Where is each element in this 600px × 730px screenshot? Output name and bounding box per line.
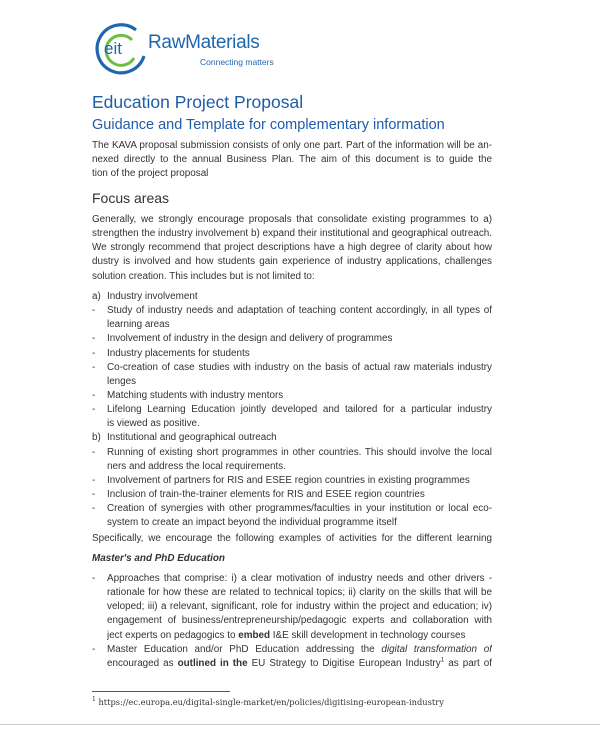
footnote-link[interactable]: https://ec.europa.eu/digital-single-market/en/policies/digitising-european-industry <box>98 697 444 707</box>
text-segment: embed <box>238 629 271 641</box>
text-segment: ject experts on pedagogics to <box>107 629 239 641</box>
svg-text:eit: eit <box>104 39 122 58</box>
eit-logo-mark <box>92 22 152 78</box>
list-item <box>92 389 492 403</box>
list-item <box>92 347 492 361</box>
text-line: is viewed as positive. <box>107 418 200 430</box>
text-line: Study of industry needs and adaptation of teaching content accordingly, in all types of <box>107 305 492 317</box>
text-segment: EU Strategy to Digitise European Industry <box>247 657 441 669</box>
list-item <box>92 403 492 431</box>
focus-paragraph <box>92 213 492 284</box>
page-edge <box>0 724 600 725</box>
text-line: Involvement of partners for RIS and ESEE region countries in existing programmes <box>107 474 470 486</box>
masters-list <box>92 572 492 671</box>
text-line: Lifelong Learning Education jointly developed and tailored for a particular industry <box>107 404 492 416</box>
text-line: nexed directly to the annual Business Plan. The aim of this document is to guide the <box>92 154 492 166</box>
list-item <box>92 304 492 332</box>
document-title: Education Project Proposal <box>92 92 304 112</box>
list-marker: b) <box>92 432 101 444</box>
list-item <box>92 502 492 530</box>
text-line: Specifically, we encourage the following examples of activities for the different learning <box>92 533 492 544</box>
text-line: Co-creation of case studies with industry on the basis of actual raw materials industry <box>107 361 492 373</box>
logo-name: RawMaterials <box>148 32 260 53</box>
text-line <box>107 657 492 671</box>
text-line: The KAVA proposal submission consists of only one part. Part of the information will be an- <box>92 140 492 151</box>
footnote-number: 1 <box>92 696 96 704</box>
text-segment: veloped; iii) a relevant, significant, role for industry within the project and education; iv) <box>107 601 492 613</box>
text-line <box>107 600 492 614</box>
text-line <box>107 572 492 586</box>
list-marker: - <box>92 643 96 655</box>
text-line: lenges <box>107 375 137 387</box>
text-segment: rationale for how these are related to technical topics; ii) clarity on the skills that will be <box>107 587 492 599</box>
text-line: Matching students with industry mentors <box>107 390 284 402</box>
focus-areas-heading: Focus areas <box>92 190 170 206</box>
text-line: tion of the project proposal <box>92 168 209 180</box>
text-line: Running of existing short programmes in other countries. This should involve the local <box>107 446 492 458</box>
list-marker: - <box>92 503 96 515</box>
text-segment: engagement of business/entrepreneurship/pedagogic experts and collaboration with <box>107 615 492 627</box>
list-item <box>92 431 492 445</box>
text-line <box>107 629 492 643</box>
list-item <box>92 474 492 488</box>
focus-list <box>92 290 492 531</box>
text-line: Involvement of industry in the design and delivery of programmes <box>107 333 393 345</box>
text-line: Generally, we strongly encourage proposals that consolidate existing programmes to a) <box>92 214 492 225</box>
text-line <box>107 614 492 628</box>
list-marker: - <box>92 347 96 359</box>
intro-paragraph <box>92 139 492 181</box>
text-line: dustry is involved and how students gain experience of industry applications, challenges <box>92 256 492 268</box>
masters-heading: Master's and PhD Education <box>92 553 225 564</box>
list-item <box>92 572 492 643</box>
text-line: solution creation. This includes but is not limited to: <box>92 270 315 282</box>
text-line: learning areas <box>107 319 170 331</box>
footnote-ref: 1 <box>440 656 445 664</box>
list-marker: - <box>92 573 96 584</box>
text-line: We strongly recommend that project descriptions have a high degree of clarity about how <box>92 242 492 254</box>
list-marker: - <box>92 489 96 501</box>
list-item <box>92 643 492 671</box>
list-marker: - <box>92 404 96 416</box>
list-marker: - <box>92 333 96 345</box>
footnote <box>92 697 444 707</box>
list-item <box>92 290 492 304</box>
text-line: Industry involvement <box>107 291 198 302</box>
text-line: ners and address the local requirements. <box>107 460 286 472</box>
list-item <box>92 446 492 474</box>
list-item <box>92 332 492 346</box>
text-segment: Master Education and/or PhD Education addressing the <box>107 643 382 655</box>
text-segment: as part of <box>448 657 492 669</box>
text-line: Industry placements for students <box>107 347 250 359</box>
text-line: Creation of synergies with other programmes/faculties in your institution or local eco- <box>107 503 492 515</box>
text-segment: digital transformation of <box>381 643 492 655</box>
logo-tagline: Connecting matters <box>200 57 274 67</box>
text-line: Inclusion of train-the-trainer elements for RIS and ESEE region countries <box>107 489 425 501</box>
text-segment: outlined in the <box>177 657 248 669</box>
list-marker: - <box>92 305 96 317</box>
text-segment: I&E skill development in technology courses <box>270 629 466 641</box>
specifically-paragraph <box>92 532 492 546</box>
list-item <box>92 361 492 389</box>
footnote-divider <box>92 691 230 692</box>
text-line <box>107 586 492 600</box>
list-marker: - <box>92 390 96 402</box>
list-marker: - <box>92 446 96 458</box>
list-item <box>92 488 492 502</box>
list-marker: - <box>92 474 96 486</box>
text-segment: Approaches that comprise: i) a clear motivation of industry needs and other drivers - <box>107 573 492 584</box>
text-line: Institutional and geographical outreach <box>107 432 277 444</box>
text-line: system to create an impact beyond the individual programme itself <box>107 517 397 529</box>
text-line <box>107 643 492 657</box>
text-line: strengthen the industry involvement b) expand their institutional and geographical outreach. <box>92 228 492 240</box>
text-segment: encouraged as <box>107 657 178 669</box>
document-subtitle: Guidance and Template for complementary information <box>92 117 445 133</box>
list-marker: a) <box>92 291 101 302</box>
eit-rawmaterials-logo <box>92 22 292 78</box>
list-marker: - <box>92 361 96 373</box>
